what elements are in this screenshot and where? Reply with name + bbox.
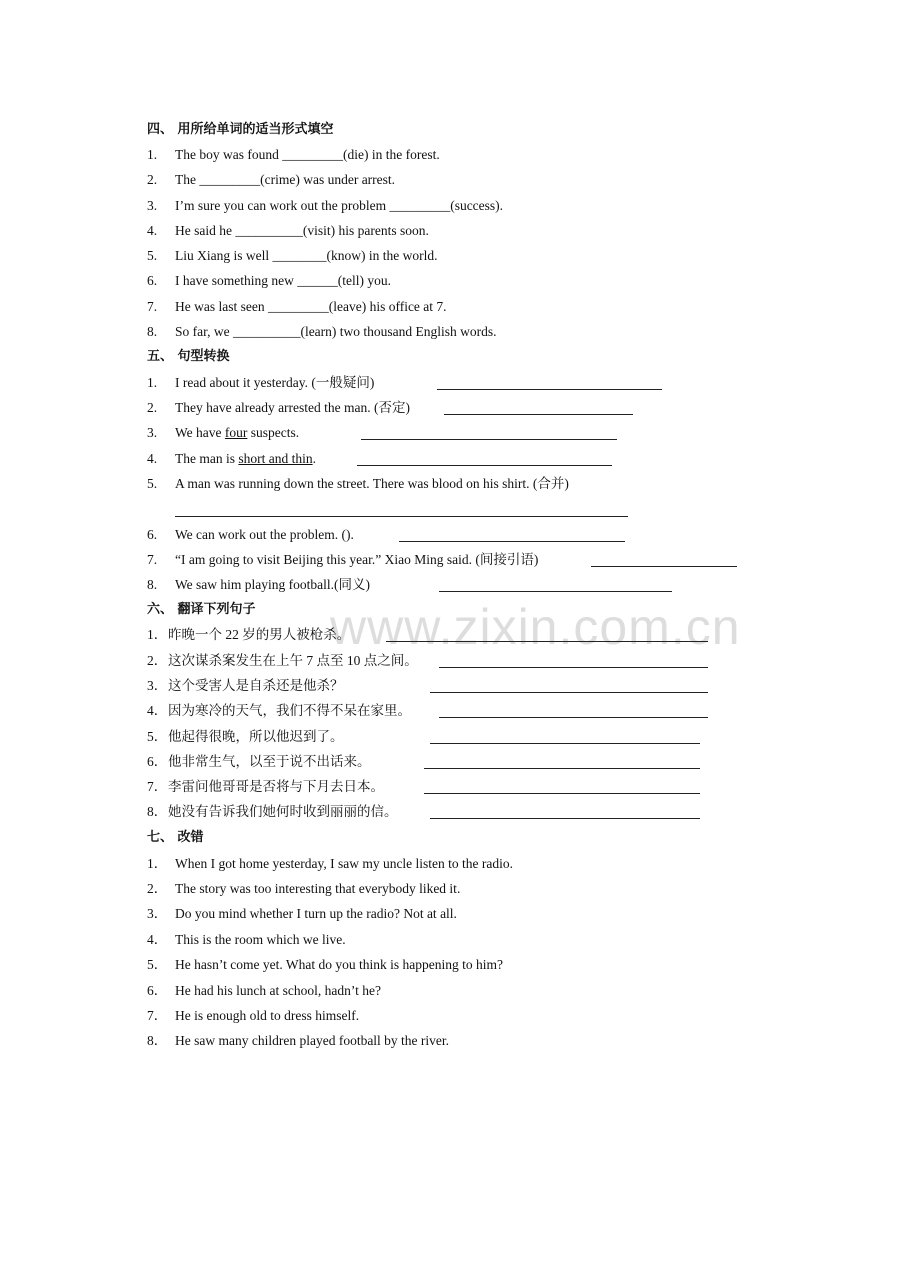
item-number: 7． xyxy=(147,779,168,794)
item-number: 2． xyxy=(147,881,168,896)
item-text: 因为寒冷的天气，我们不得不呆在家里。 xyxy=(168,703,411,718)
item-number: 4. xyxy=(147,223,158,238)
item-text: “I am going to visit Beijing this year.” Xiao Ming said. (间接引语) xyxy=(175,552,539,567)
item-number: 2. xyxy=(147,172,158,187)
text-part: suspects. xyxy=(247,425,300,440)
item-text: 这个受害人是自杀还是他杀？ xyxy=(168,678,344,693)
item-text: He said he __________(visit) his parents soon. xyxy=(175,223,429,238)
item-text: He hasn’t come yet. What do you think is happening to him? xyxy=(175,957,503,972)
item-number: 7． xyxy=(147,1008,168,1023)
item-text: 他起得很晚，所以他迟到了。 xyxy=(168,729,344,744)
text-part: We have xyxy=(175,425,225,440)
watermark: www.zixin.com.cn xyxy=(330,599,741,655)
item-number: 3. xyxy=(147,198,158,213)
item-number: 8． xyxy=(147,1033,168,1048)
item-number: 5． xyxy=(147,729,168,744)
item-text: The boy was found _________(die) in the forest. xyxy=(175,147,440,162)
item-number: 6. xyxy=(147,273,158,288)
item-text: So far, we __________(learn) two thousand English words. xyxy=(175,324,497,339)
answer-line[interactable] xyxy=(430,743,700,744)
heading-text: 四、 用所给单词的适当形式填空 xyxy=(147,122,334,137)
item-number: 3． xyxy=(147,906,168,921)
item-text: 李雷问他哥哥是否将与下月去日本。 xyxy=(168,779,384,794)
item-number: 5. xyxy=(147,476,158,491)
answer-line[interactable] xyxy=(439,591,672,592)
underlined-word: four xyxy=(224,425,248,440)
item-text: 昨晚一个 22 岁的男人被枪杀。 xyxy=(168,627,351,642)
answer-line[interactable] xyxy=(591,566,737,567)
item-text: He is enough old to dress himself. xyxy=(175,1008,360,1023)
item-number: 8． xyxy=(147,804,168,819)
item-text: I have something new ______(tell) you. xyxy=(175,273,391,288)
item-number: 2． xyxy=(147,653,168,668)
item-number: 1. xyxy=(147,147,158,162)
item-text: A man was running down the street. There was blood on his shirt. (合并) xyxy=(175,476,569,491)
item-text: The _________(crime) was under arrest. xyxy=(175,172,396,187)
heading-text: 五、 句型转换 xyxy=(147,349,230,364)
answer-line[interactable] xyxy=(361,439,617,440)
item-text: We saw him playing football.(同义) xyxy=(175,577,370,592)
answer-line[interactable] xyxy=(430,692,708,693)
item-text: He had his lunch at school, hadn’t he? xyxy=(175,983,381,998)
item-text: Do you mind whether I turn up the radio? Not at all. xyxy=(175,906,457,921)
item-number: 4. xyxy=(147,451,158,466)
item-number: 1． xyxy=(147,627,168,642)
item-number: 4． xyxy=(147,932,168,947)
answer-line[interactable] xyxy=(430,818,700,819)
item-number: 2. xyxy=(147,400,158,415)
item-number: 1． xyxy=(147,856,168,871)
item-number: 7. xyxy=(147,552,158,567)
answer-line[interactable] xyxy=(437,389,662,390)
answer-line[interactable] xyxy=(424,793,700,794)
item-text: I’m sure you can work out the problem _________(success). xyxy=(175,198,504,213)
item-number: 5. xyxy=(147,248,158,263)
item-number: 8. xyxy=(147,324,158,339)
item-text: The story was too interesting that everybody liked it. xyxy=(175,881,461,896)
item-text xyxy=(175,448,316,470)
item-number: 6． xyxy=(147,754,168,769)
answer-line[interactable] xyxy=(386,641,708,642)
text-part: . xyxy=(312,451,316,466)
item-number: 7. xyxy=(147,299,158,314)
answer-line[interactable] xyxy=(444,414,633,415)
item-number: 6. xyxy=(147,527,158,542)
answer-line[interactable] xyxy=(357,465,612,466)
item-number: 8. xyxy=(147,577,158,592)
item-text: 她没有告诉我们她何时收到丽丽的信。 xyxy=(168,804,398,819)
text-part: The man is xyxy=(175,451,239,466)
item-text: He was last seen _________(leave) his office at 7. xyxy=(175,299,447,314)
item-text: We can work out the problem. (). xyxy=(175,527,354,542)
item-text: He saw many children played football by the river. xyxy=(175,1033,450,1048)
item-number: 4． xyxy=(147,703,168,718)
item-text xyxy=(175,422,299,444)
item-number: 3. xyxy=(147,425,158,440)
answer-line[interactable] xyxy=(175,516,628,517)
heading-text: 六、 翻译下列句子 xyxy=(147,602,256,617)
item-text: Liu Xiang is well ________(know) in the world. xyxy=(175,248,438,263)
underlined-word: short and thin xyxy=(238,451,313,466)
item-text: 他非常生气，以至于说不出话来。 xyxy=(168,754,371,769)
answer-line[interactable] xyxy=(439,667,708,668)
answer-line[interactable] xyxy=(439,717,708,718)
answer-line[interactable] xyxy=(399,541,625,542)
answer-line[interactable] xyxy=(424,768,700,769)
item-number: 6． xyxy=(147,983,168,998)
item-text: When I got home yesterday, I saw my uncle listen to the radio. xyxy=(175,856,514,871)
item-number: 1. xyxy=(147,375,158,390)
item-number: 3． xyxy=(147,678,168,693)
item-text: I read about it yesterday. (一般疑问) xyxy=(175,375,375,390)
heading-text: 七、 改错 xyxy=(147,830,204,845)
item-text: This is the room which we live. xyxy=(175,932,346,947)
item-text: They have already arrested the man. (否定) xyxy=(175,400,411,415)
item-number: 5． xyxy=(147,957,168,972)
item-text: 这次谋杀案发生在上午 7 点至 10 点之间。 xyxy=(168,653,418,668)
